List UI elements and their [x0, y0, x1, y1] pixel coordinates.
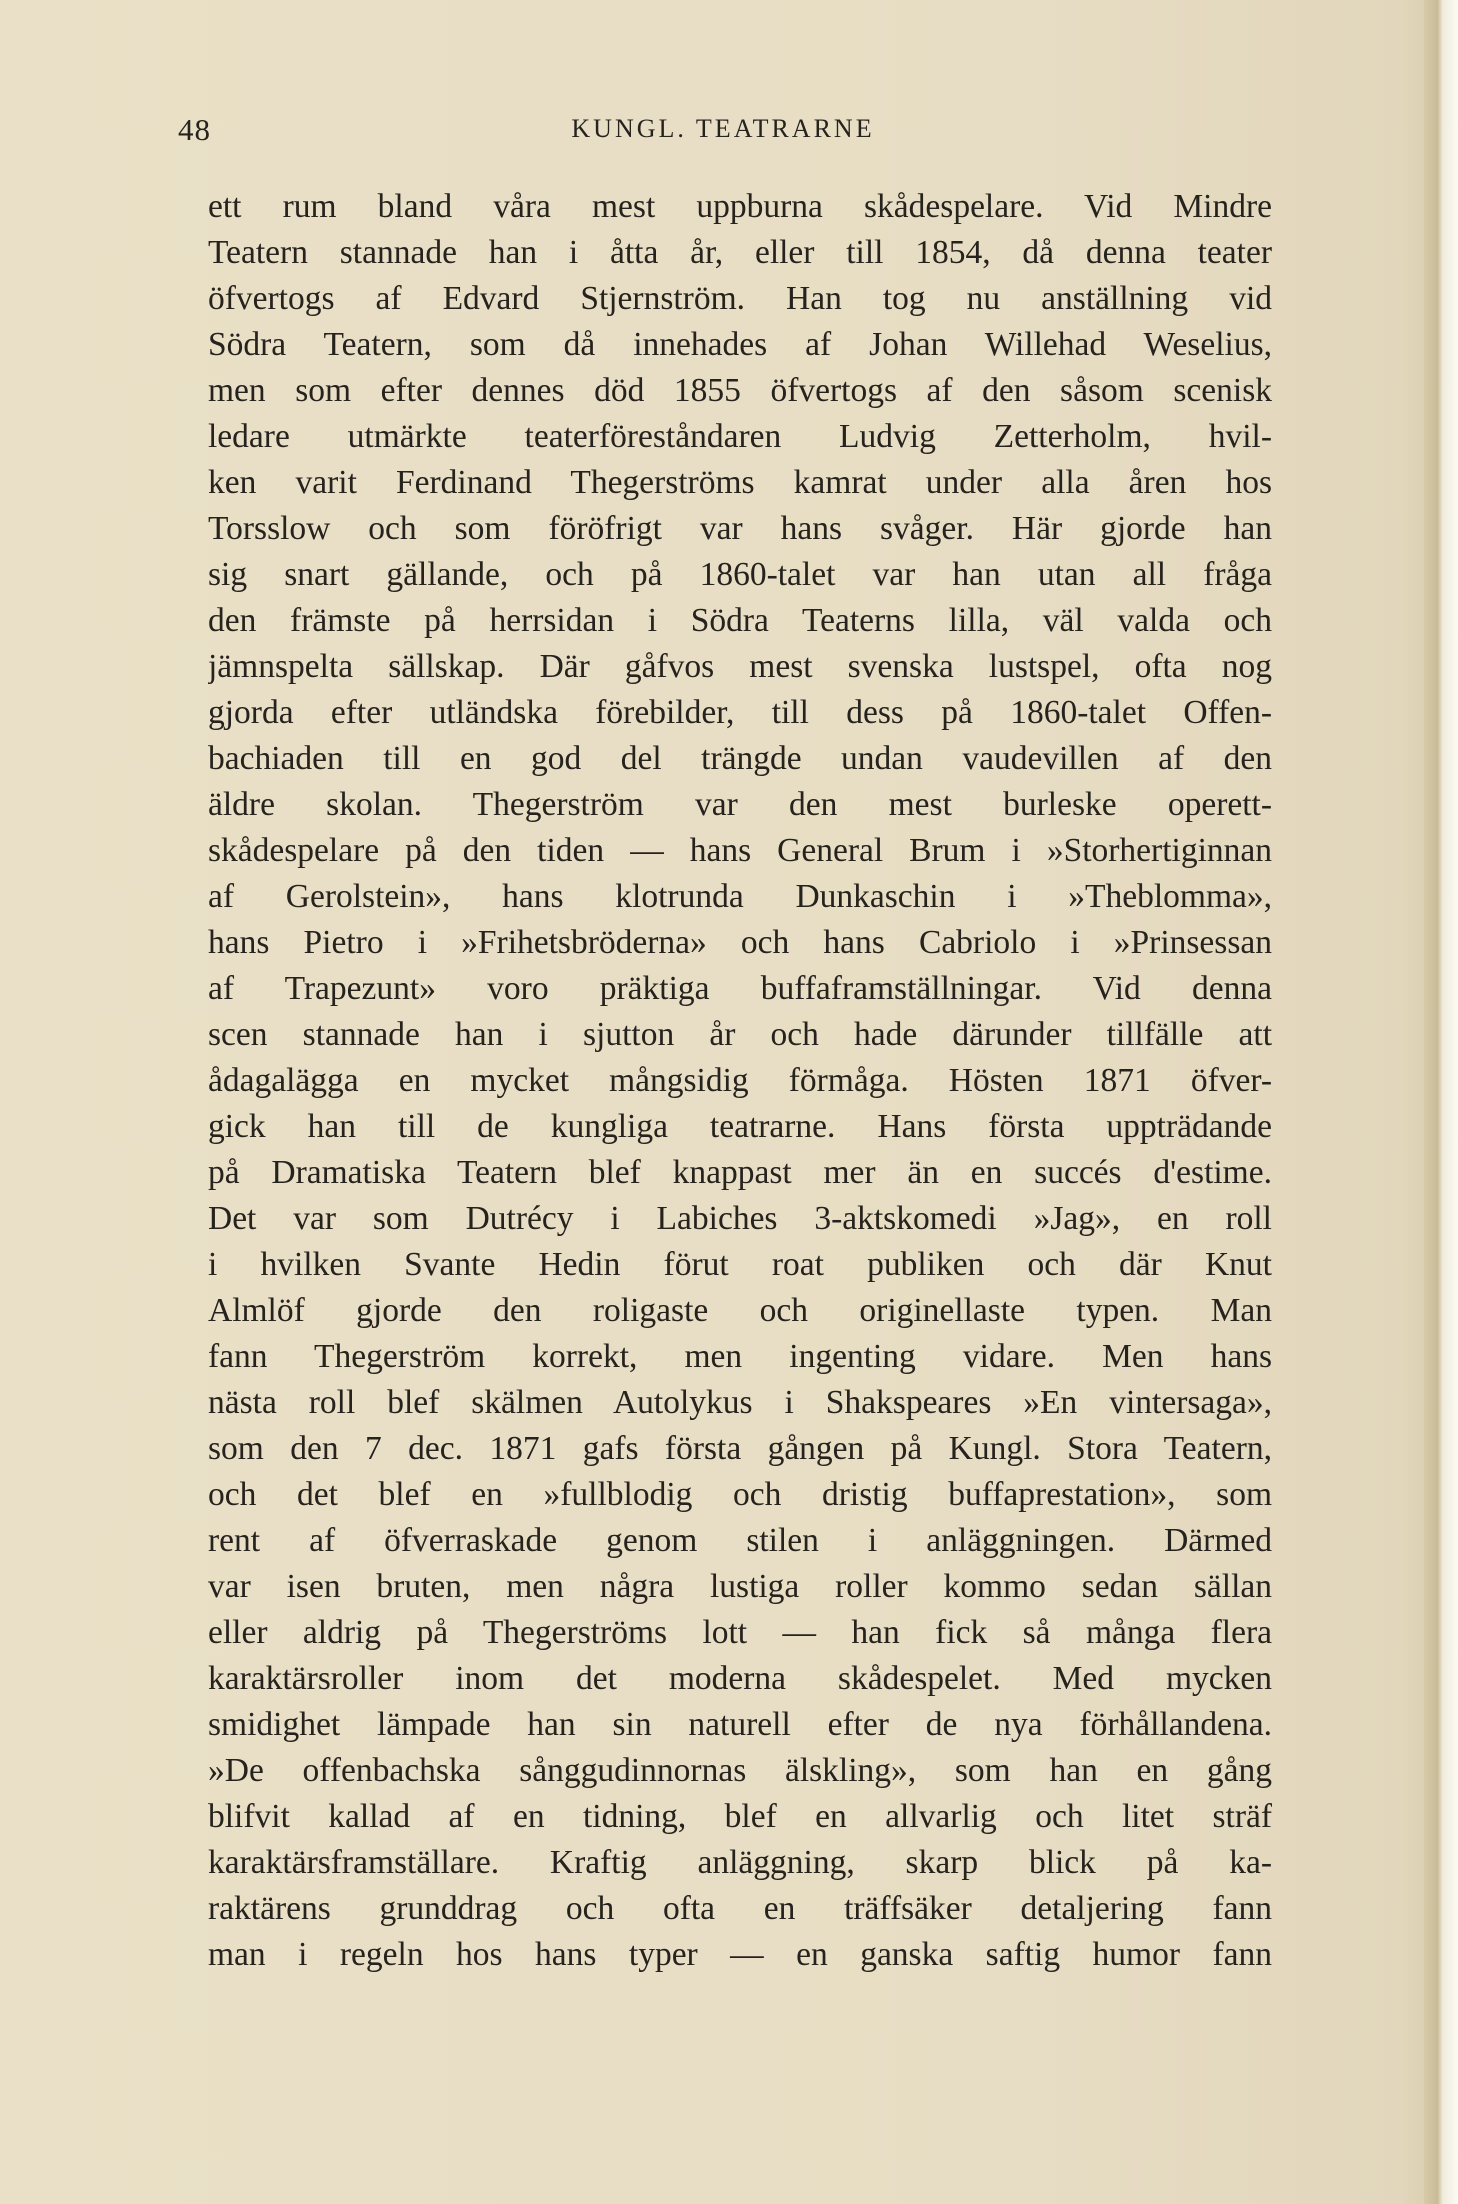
- text-line: Almlöf gjorde den roligaste och originellaste typen. Man: [208, 1292, 1272, 1329]
- text-line: Södra Teatern, som då innehades af Johan Willehad Weselius,: [208, 326, 1272, 363]
- text-line: sig snart gällande, och på 1860-talet var han utan all fråga: [208, 556, 1272, 593]
- text-line: jämnspelta sällskap. Där gåfvos mest svenska lustspel, ofta nog: [208, 648, 1272, 685]
- page-edge: [1424, 0, 1458, 2204]
- text-line: den främste på herrsidan i Södra Teaterns lilla, väl valda och: [208, 602, 1272, 639]
- text-line: Torsslow och som föröfrigt var hans svåger. Här gjorde han: [208, 510, 1272, 547]
- text-line: på Dramatiska Teatern blef knappast mer än en succés d'estime.: [208, 1154, 1272, 1191]
- text-line: scen stannade han i sjutton år och hade därunder tillfälle att: [208, 1016, 1272, 1053]
- text-line: karaktärsframställare. Kraftig anläggning, skarp blick på ka-: [208, 1844, 1272, 1881]
- text-line: och det blef en »fullblodig och dristig buffaprestation», som: [208, 1476, 1272, 1513]
- text-line: ådagalägga en mycket mångsidig förmåga. Hösten 1871 öfver-: [208, 1062, 1272, 1099]
- text-line: gick han till de kungliga teatrarne. Hans första uppträdande: [208, 1108, 1272, 1145]
- text-line: blifvit kallad af en tidning, blef en allvarlig och litet sträf: [208, 1798, 1272, 1835]
- text-line: Det var som Dutrécy i Labiches 3-aktskomedi »Jag», en roll: [208, 1200, 1272, 1237]
- running-head: KUNGL. TEATRARNE: [571, 114, 875, 143]
- text-line: smidighet lämpade han sin naturell efter de nya förhållandena.: [208, 1706, 1272, 1743]
- text-line: men som efter dennes död 1855 öfvertogs af den såsom scenisk: [208, 372, 1272, 409]
- text-line: skådespelare på den tiden — hans General Brum i »Storhertiginnan: [208, 832, 1272, 869]
- text-line: ken varit Ferdinand Thegerströms kamrat under alla åren hos: [208, 464, 1272, 501]
- text-line: som den 7 dec. 1871 gafs första gången på Kungl. Stora Teatern,: [208, 1430, 1272, 1467]
- page-header: [178, 112, 1268, 162]
- text-line: var isen bruten, men några lustiga roller kommo sedan sällan: [208, 1568, 1272, 1605]
- text-line: äldre skolan. Thegerström var den mest burleske operett-: [208, 786, 1272, 823]
- text-line: af Trapezunt» voro präktiga buffaframställningar. Vid denna: [208, 970, 1272, 1007]
- text-line: ledare utmärkte teaterföreståndaren Ludvig Zetterholm, hvil-: [208, 418, 1272, 455]
- text-line: gjorda efter utländska förebilder, till dess på 1860-talet Offen-: [208, 694, 1272, 731]
- text-line: rent af öfverraskade genom stilen i anläggningen. Därmed: [208, 1522, 1272, 1559]
- body-text: [208, 184, 1272, 1978]
- text-line: man i regeln hos hans typer — en ganska saftig humor fann: [208, 1936, 1272, 1973]
- text-line: karaktärsroller inom det moderna skådespelet. Med mycken: [208, 1660, 1272, 1697]
- text-line: hans Pietro i »Frihetsbröderna» och hans Cabriolo i »Prinsessan: [208, 924, 1272, 961]
- text-line: fann Thegerström korrekt, men ingenting vidare. Men hans: [208, 1338, 1272, 1375]
- text-line: i hvilken Svante Hedin förut roat publiken och där Knut: [208, 1246, 1272, 1283]
- text-line: af Gerolstein», hans klotrunda Dunkaschin i »Theblomma»,: [208, 878, 1272, 915]
- text-line: nästa roll blef skälmen Autolykus i Shakspeares »En vintersaga»,: [208, 1384, 1272, 1421]
- text-line: »De offenbachska sånggudinnornas älskling», som han en gång: [208, 1752, 1272, 1789]
- text-line: öfvertogs af Edvard Stjernström. Han tog nu anställning vid: [208, 280, 1272, 317]
- text-line: bachiaden till en god del trängde undan vaudevillen af den: [208, 740, 1272, 777]
- text-line: eller aldrig på Thegerströms lott — han fick så många flera: [208, 1614, 1272, 1651]
- text-line: raktärens grunddrag och ofta en träffsäker detaljering fann: [208, 1890, 1272, 1927]
- page-number: 48: [178, 112, 211, 147]
- text-line: ett rum bland våra mest uppburna skådespelare. Vid Mindre: [208, 188, 1272, 225]
- text-line: Teatern stannade han i åtta år, eller till 1854, då denna teater: [208, 234, 1272, 271]
